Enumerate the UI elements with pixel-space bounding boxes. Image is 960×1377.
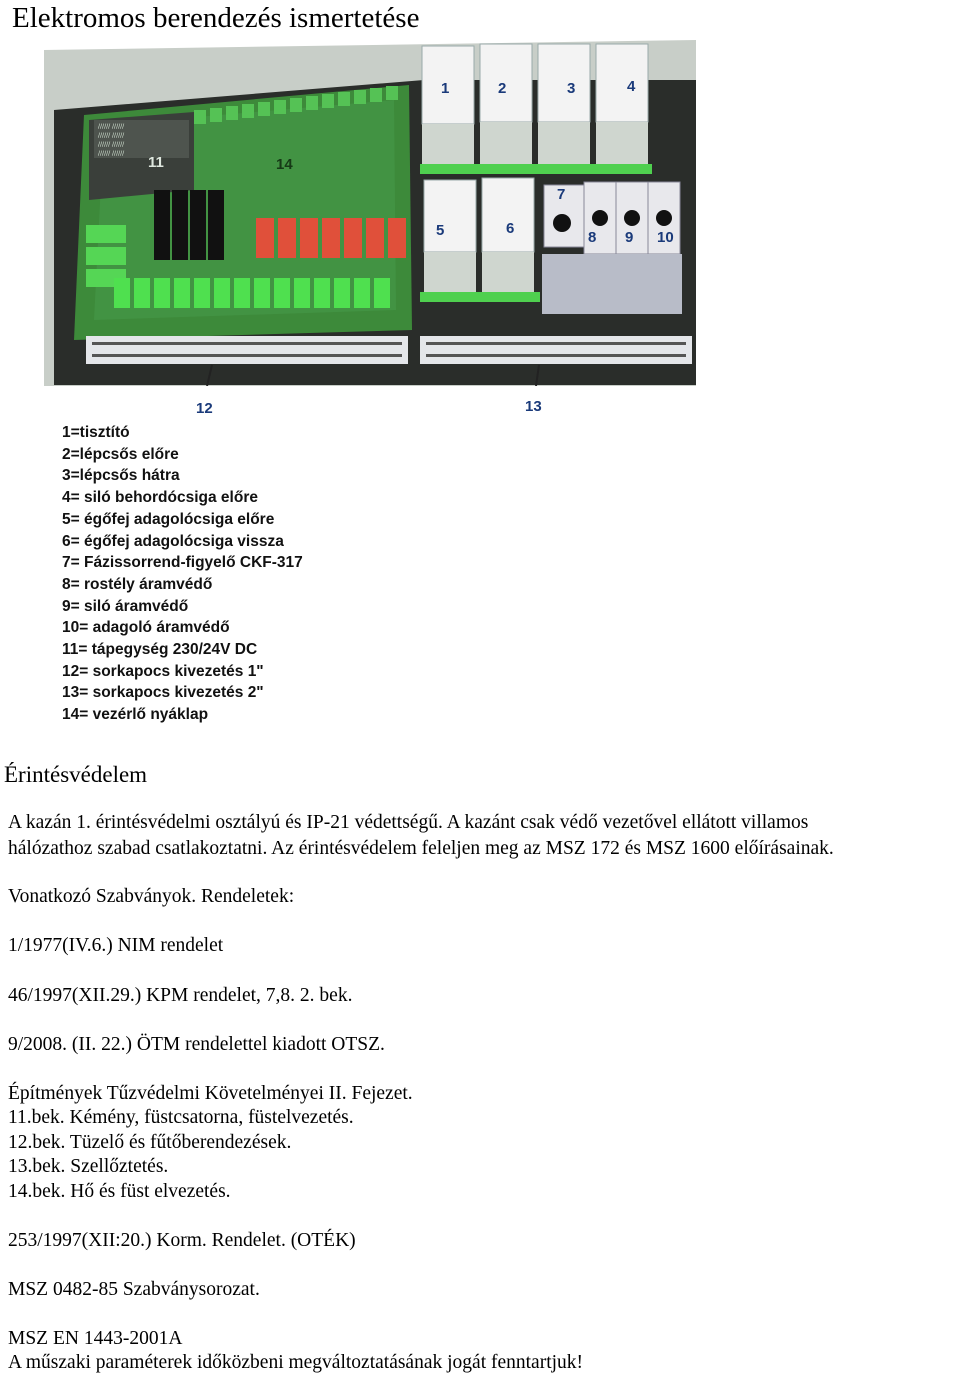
- legend-item: 12= sorkapocs kivezetés 1": [62, 662, 264, 680]
- regulation-line: 46/1997(XII.29.) KPM rendelet, 7,8. 2. bek.: [8, 985, 353, 1006]
- section-heading: Érintésvédelem: [4, 762, 148, 787]
- psu-label-line: ////// //////: [98, 141, 125, 148]
- regulation-line: MSZ EN 1443-2001A: [8, 1328, 183, 1349]
- control-board-illustration: [44, 40, 696, 386]
- page-title: Elektromos berendezés ismertetése: [12, 2, 420, 34]
- legend-item: 2=lépcsős előre: [62, 445, 179, 463]
- legend-item: 1=tisztító: [62, 424, 130, 441]
- disclaimer-line: A műszaki paraméterek időközbeni megváltoztatásának jogát fenntartjuk!: [8, 1352, 584, 1373]
- regulation-line: 14.bek. Hő és füst elvezetés.: [8, 1181, 231, 1202]
- legend-item: 4= siló behordócsiga előre: [62, 489, 258, 507]
- legend-item: 6= égőfej adagolócsiga vissza: [62, 532, 284, 550]
- regulation-line: 12.bek. Tüzelő és fűtőberendezések.: [8, 1132, 292, 1153]
- legend-item: 8= rostély áramvédő: [62, 575, 213, 593]
- standards-label: Vonatkozó Szabványok. Rendeletek:: [8, 886, 295, 907]
- regulation-line: 13.bek. Szellőztetés.: [8, 1156, 169, 1177]
- callout-9: 9: [625, 229, 634, 246]
- callout-6: 6: [506, 220, 515, 237]
- callout-3: 3: [567, 80, 576, 97]
- regulation-line: 9/2008. (II. 22.) ÖTM rendelettel kiadott OTSZ.: [8, 1034, 385, 1055]
- regulation-line: MSZ 0482-85 Szabványsorozat.: [8, 1279, 260, 1300]
- callout-14: 14: [276, 156, 293, 173]
- callout-4: 4: [627, 78, 636, 95]
- legend-item: 9= siló áramvédő: [62, 597, 189, 615]
- callout-7: 7: [557, 186, 566, 203]
- callout-11: 11: [148, 154, 164, 171]
- regulation-line: Építmények Tűzvédelmi Követelményei II. Fejezet.: [8, 1083, 413, 1104]
- legend-item: 14= vezérlő nyáklap: [62, 706, 209, 724]
- psu-label-line: ////// //////: [98, 123, 125, 130]
- legend-item: 7= Fázissorrend-figyelő CKF-317: [62, 554, 303, 572]
- callout-2: 2: [498, 80, 507, 97]
- psu-label-line: ////// //////: [98, 150, 125, 157]
- legend-item: 5= égőfej adagolócsiga előre: [62, 510, 275, 528]
- regulation-line: 1/1977(IV.6.) NIM rendelet: [8, 935, 224, 956]
- regulation-line: 253/1997(XII:20.) Korm. Rendelet. (OTÉK): [8, 1230, 356, 1251]
- component-legend: [62, 422, 303, 726]
- callout-12: 12: [196, 400, 213, 417]
- callout-13: 13: [525, 398, 542, 415]
- paragraph-line: A kazán 1. érintésvédelmi osztályú és IP-21 védettségű. A kazánt csak védő vezetővel ellátott villamos: [8, 812, 809, 833]
- callout-10: 10: [657, 229, 674, 246]
- legend-item: 11= tápegység 230/24V DC: [62, 641, 258, 659]
- callout-8: 8: [588, 229, 597, 246]
- callout-5: 5: [436, 222, 445, 239]
- legend-item: 3=lépcsős hátra: [62, 467, 180, 485]
- callout-1: 1: [441, 80, 450, 97]
- legend-item: 10= adagoló áramvédő: [62, 619, 230, 637]
- regulation-line: 11.bek. Kémény, füstcsatorna, füstelvezetés.: [8, 1107, 354, 1128]
- legend-item: 13= sorkapocs kivezetés 2": [62, 684, 264, 702]
- psu-label-line: ////// //////: [98, 132, 125, 139]
- paragraph-line: hálózathoz szabad csatlakoztatni. Az érintésvédelem feleljen meg az MSZ 172 és MSZ 1600 előírásainak.: [8, 838, 834, 859]
